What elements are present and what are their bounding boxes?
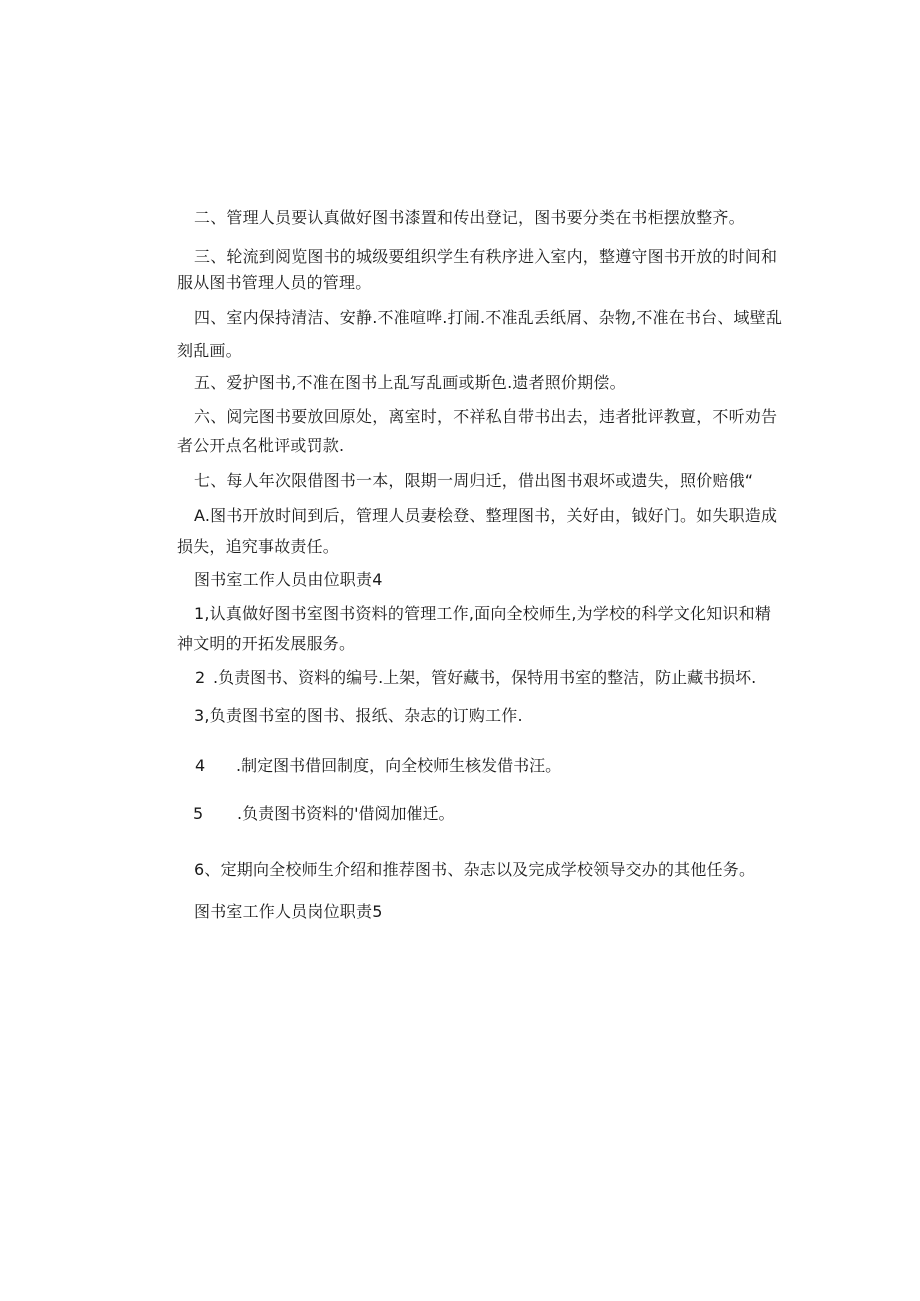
paragraph-5: 五、爱护图书,不准在图书上乱写乱画或斯色.遗者照价期偿。 bbox=[194, 373, 626, 392]
paragraph-4-line-2: 刻乱画。 bbox=[177, 341, 242, 360]
duty-item-5 bbox=[193, 804, 493, 824]
paragraph-3-line-1: 三、轮流到阅览图书的城级要组织学生有秩序进入室内，整遵守图书开放的时间和 bbox=[194, 247, 778, 266]
duty-item-1-line-1: 1,认真做好图书室图书资料的管理工作,面向全校师生,为学校的科学文化知识和精 bbox=[194, 604, 772, 623]
paragraph-8-line-2: 损失，追究事故责任。 bbox=[177, 537, 340, 556]
section-5-heading: 图书室工作人员岗位职责5 bbox=[194, 902, 383, 921]
paragraph-6-line-2: 者公开点名枇评或罚款. bbox=[177, 436, 345, 455]
duty-item-4-number: 4 bbox=[195, 756, 206, 775]
duty-item-4-text: .制定图书借回制度，向全校师生核发借书汪。 bbox=[236, 756, 562, 775]
duty-item-6: 6、定期向全校师生介绍和推荐图书、杂志以及完成学校领导交办的其他任务。 bbox=[194, 860, 756, 879]
paragraph-2: 二、管理人员要认真做好图书漆置和传出登记，图书要分类在书柜摆放整齐。 bbox=[194, 208, 745, 227]
paragraph-8-line-1: A.图书开放时间到后，管理人员妻桧登、整理图书，关好由，钺好门。如失职造成 bbox=[194, 506, 778, 525]
paragraph-4-line-1: 四、室内保持清洁、安静.不准喧哗.打闹.不准乱丢纸屑、杂物,不准在书台、域壁乱 bbox=[194, 308, 783, 327]
paragraph-3-line-2: 服从图书管理人员的管理。 bbox=[177, 273, 372, 292]
paragraph-7: 七、每人年次限借图书一本，限期一周归迁，借出图书艰坏或遗失，照价赔俄“ bbox=[194, 471, 754, 490]
duty-item-1-line-2: 神文明的开拓发展服务。 bbox=[177, 634, 356, 653]
duty-item-3: 3,负责图书室的图书、报纸、杂志的订购工作. bbox=[194, 706, 523, 725]
duty-item-2 bbox=[195, 668, 755, 688]
duty-item-5-text: .负责图书资料的'借阅加催迁。 bbox=[237, 804, 455, 823]
duty-item-2-number: 2 bbox=[195, 668, 206, 687]
duty-item-2-text: .负责图书、资料的编号.上架，管好藏书，保特用书室的整洁，防止藏书损坏. bbox=[213, 668, 757, 687]
duty-item-5-number: 5 bbox=[193, 804, 204, 823]
duty-item-4 bbox=[195, 756, 595, 776]
paragraph-6-line-1: 六、阅完图书要放回原处，离室时，不祥私自带书出去，违者批评教亶，不听劝告 bbox=[194, 407, 778, 426]
section-4-heading: 图书室工作人员由位职责4 bbox=[194, 570, 383, 589]
